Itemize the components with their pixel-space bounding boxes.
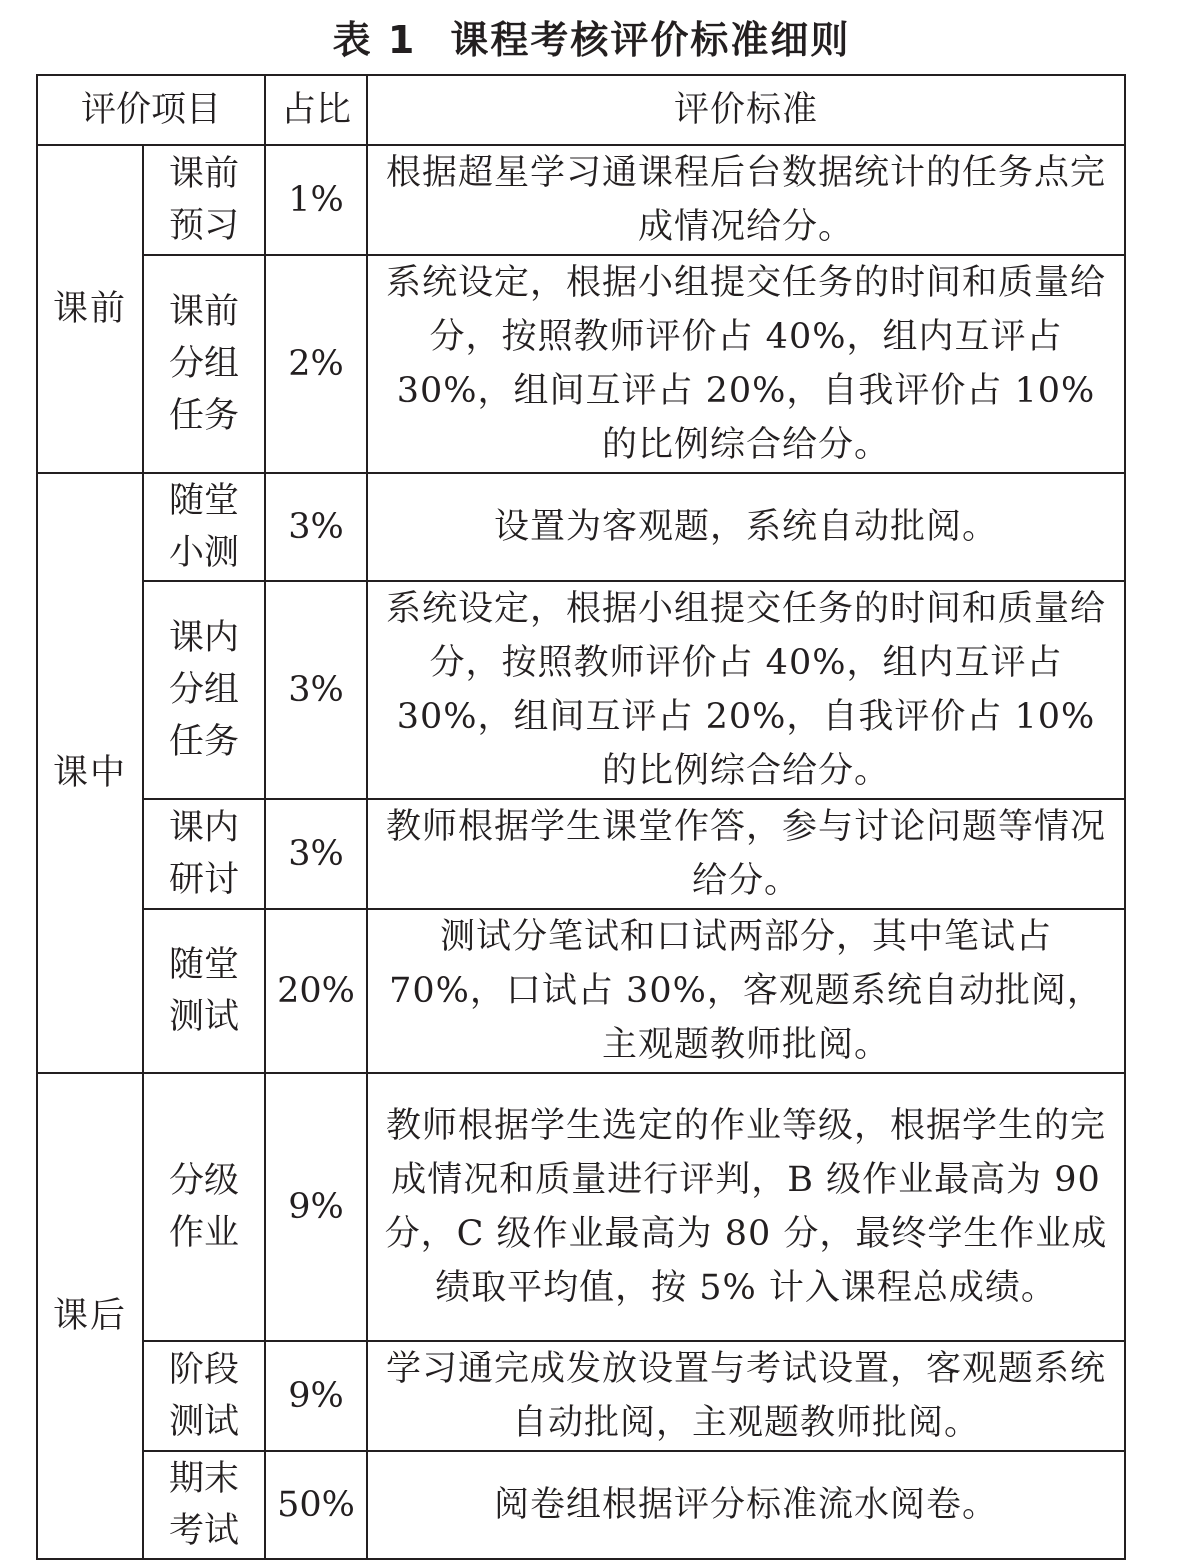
weight-cell: 2% xyxy=(265,255,367,473)
table-row xyxy=(37,473,1125,581)
table-row xyxy=(37,1073,1125,1341)
table-row xyxy=(37,799,1125,909)
item-cell: 随堂测试 xyxy=(143,909,265,1073)
item-cell: 期末考试 xyxy=(143,1451,265,1559)
header-criteria: 评价标准 xyxy=(367,75,1125,145)
criteria-cell: 设置为客观题，系统自动批阅。 xyxy=(367,473,1125,581)
criteria-cell: 系统设定，根据小组提交任务的时间和质量给分，按照教师评价占 40%，组内互评占 30%，组间互评占 20%，自我评价占 10% 的比例综合给分。 xyxy=(367,255,1125,473)
table-caption xyxy=(0,10,1183,70)
item-cell: 课前分组任务 xyxy=(143,255,265,473)
header-row xyxy=(37,75,1125,145)
criteria-cell: 根据超星学习通课程后台数据统计的任务点完成情况给分。 xyxy=(367,145,1125,255)
table-number: 表 1 xyxy=(332,18,417,62)
table-row xyxy=(37,255,1125,473)
table-title: 课程考核评价标准细则 xyxy=(450,18,851,62)
criteria-cell: 教师根据学生课堂作答，参与讨论问题等情况给分。 xyxy=(367,799,1125,909)
criteria-cell: 测试分笔试和口试两部分，其中笔试占 70%，口试占 30%，客观题系统自动批阅，主观题教师批阅。 xyxy=(367,909,1125,1073)
table-row xyxy=(37,1451,1125,1559)
item-cell: 分级作业 xyxy=(143,1073,265,1341)
header-weight: 占比 xyxy=(265,75,367,145)
weight-cell: 3% xyxy=(265,473,367,581)
weight-cell: 1% xyxy=(265,145,367,255)
item-cell: 阶段测试 xyxy=(143,1341,265,1451)
evaluation-criteria-table xyxy=(36,74,1126,1560)
table-row xyxy=(37,581,1125,799)
stage-label-in: 课中 xyxy=(37,473,143,1073)
header-item: 评价项目 xyxy=(37,75,265,145)
weight-cell: 50% xyxy=(265,1451,367,1559)
criteria-cell: 阅卷组根据评分标准流水阅卷。 xyxy=(367,1451,1125,1559)
weight-cell: 9% xyxy=(265,1073,367,1341)
stage-label-pre: 课前 xyxy=(37,145,143,473)
table-row xyxy=(37,1341,1125,1451)
criteria-cell: 学习通完成发放设置与考试设置，客观题系统自动批阅，主观题教师批阅。 xyxy=(367,1341,1125,1451)
weight-cell: 9% xyxy=(265,1341,367,1451)
weight-cell: 3% xyxy=(265,581,367,799)
item-cell: 课内分组任务 xyxy=(143,581,265,799)
item-cell: 课前预习 xyxy=(143,145,265,255)
item-cell: 课内研讨 xyxy=(143,799,265,909)
table-row xyxy=(37,909,1125,1073)
criteria-cell: 系统设定，根据小组提交任务的时间和质量给分，按照教师评价占 40%，组内互评占 30%，组间互评占 20%，自我评价占 10% 的比例综合给分。 xyxy=(367,581,1125,799)
weight-cell: 20% xyxy=(265,909,367,1073)
item-cell: 随堂小测 xyxy=(143,473,265,581)
table-row xyxy=(37,145,1125,255)
weight-cell: 3% xyxy=(265,799,367,909)
criteria-cell: 教师根据学生选定的作业等级，根据学生的完成情况和质量进行评判，B 级作业最高为 90 分，C 级作业最高为 80 分，最终学生作业成绩取平均值，按 5% 计入课程总成绩。 xyxy=(367,1073,1125,1341)
stage-label-post: 课后 xyxy=(37,1073,143,1559)
